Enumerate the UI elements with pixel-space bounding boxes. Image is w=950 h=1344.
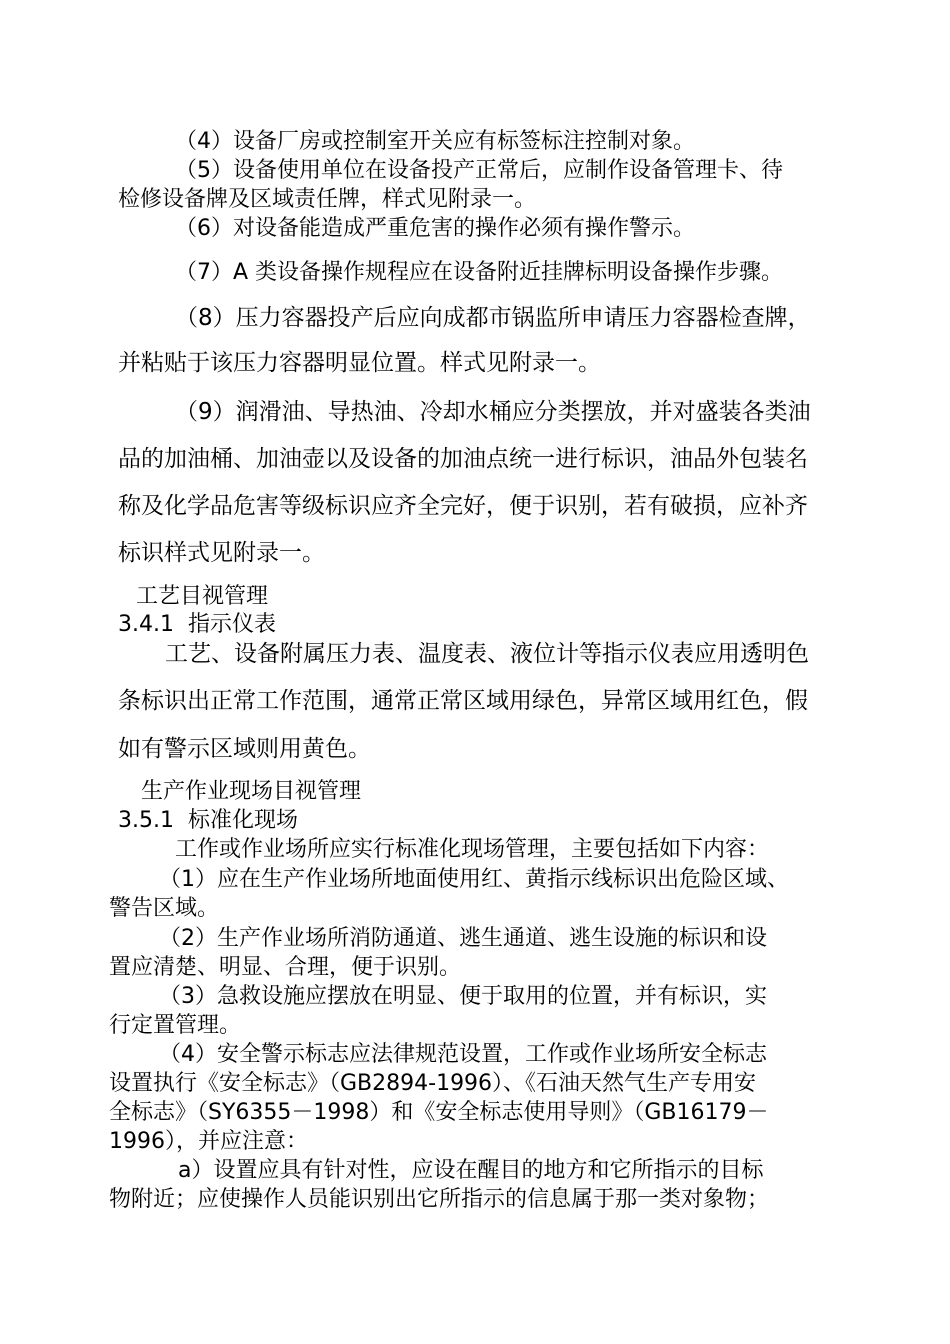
text-line: 全标志》（SY6355－1998）和《安全标志使用导则》（GB16179－: [109, 1100, 769, 1125]
text-line: 标识样式见附录一。: [118, 540, 325, 566]
text-line: （5）设备使用单位在设备投产正常后，应制作设备管理卡、待: [175, 158, 783, 183]
text-line: 如有警示区域则用黄色。: [118, 736, 371, 762]
text-line: （1）应在生产作业场所地面使用红、黄指示线标识出危险区域、: [159, 867, 789, 892]
text-line: （7）A 类设备操作规程应在设备附近挂牌标明设备操作步骤。: [175, 260, 784, 285]
text-line: 工作或作业场所应实行标准化现场管理，主要包括如下内容：: [175, 837, 770, 862]
text-line: （6）对设备能造成严重危害的操作必须有操作警示。: [175, 216, 695, 241]
text-line: 称及化学品危害等级标识应齐全完好，便于识别，若有破损，应补齐: [118, 493, 808, 519]
text-line: （2）生产作业场所消防通道、逃生通道、逃生设施的标识和设: [159, 926, 767, 951]
subsection-heading: 3.4.1 指示仪表: [118, 612, 276, 637]
text-line: 警告区域。: [109, 896, 220, 921]
text-line: （9）润滑油、导热油、冷却水桶应分类摆放，并对盛装各类油: [175, 399, 811, 425]
text-line: 并粘贴于该压力容器明显位置。样式见附录一。: [118, 350, 601, 376]
text-line: （4）安全警示标志应法律规范设置，工作或作业场所安全标志: [159, 1042, 767, 1067]
section-heading: 工艺目视管理: [136, 584, 269, 609]
text-line: 工艺、设备附属压力表、温度表、液位计等指示仪表应用透明色: [165, 641, 809, 667]
text-line: 行定置管理。: [109, 1013, 242, 1038]
text-line: 条标识出正常工作范围，通常正常区域用绿色，异常区域用红色，假: [118, 688, 808, 714]
text-line: 设置执行《安全标志》（GB2894-1996）、《石油天然气生产专用安: [109, 1071, 757, 1096]
text-line: （3）急救设施应摆放在明显、便于取用的位置，并有标识，实: [159, 984, 767, 1009]
text-line: a）设置应具有针对性，应设在醒目的地方和它所指示的目标: [178, 1158, 764, 1183]
text-line: （4）设备厂房或控制室开关应有标签标注控制对象。: [175, 129, 695, 154]
text-line: 置应清楚、明显、合理，便于识别。: [109, 955, 462, 980]
subsection-heading: 3.5.1 标准化现场: [118, 808, 298, 833]
text-line: 1996），并应注意：: [109, 1129, 308, 1154]
text-line: （8）压力容器投产后应向成都市锅监所申请压力容器检查牌，: [175, 305, 811, 331]
text-line: 物附近；应使操作人员能识别出它所指示的信息属于那一类对象物；: [109, 1187, 770, 1212]
text-line: 品的加油桶、加油壶以及设备的加油点统一进行标识，油品外包装名: [118, 446, 808, 472]
section-heading: 生产作业现场目视管理: [141, 779, 362, 804]
text-line: 检修设备牌及区域责任牌，样式见附录一。: [118, 187, 537, 212]
